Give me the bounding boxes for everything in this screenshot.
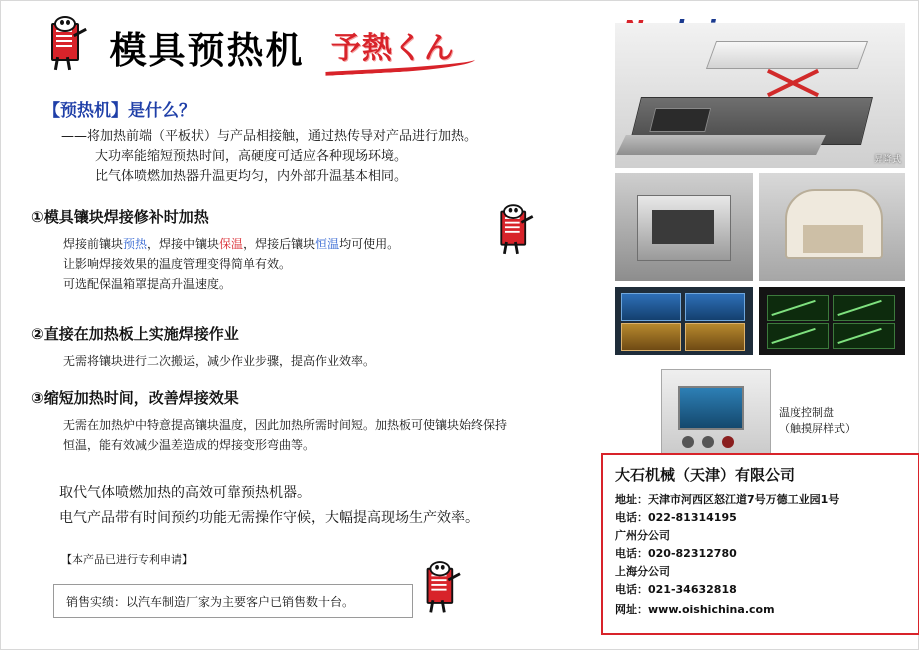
- section-3-body: [63, 415, 591, 455]
- heater-block-detail: [637, 195, 731, 261]
- intro-line-3: 比气体喷燃加热器升温更均匀，内外部升温基本相同。: [95, 169, 408, 184]
- section-2: [31, 323, 591, 371]
- s1-part-0: 焊接前镶块: [63, 237, 124, 251]
- s1-part-3-keepwarm: 保温: [219, 237, 244, 251]
- closing-line-1: 取代气体喷燃加热的高效可靠预热机器。: [59, 485, 311, 501]
- control-screen-4: [685, 323, 745, 351]
- temperature-graph-1: [767, 295, 829, 321]
- closing-line-2: 电气产品带有时间预约功能无需操作守候，大幅提高现场生产效率。: [59, 510, 479, 526]
- contact-address: 地址：天津市河西区怒江道7号万德工业园1号: [615, 493, 840, 506]
- contact-phone-main: 电话：022-81314195: [615, 511, 737, 524]
- insulation-hood-detail: [785, 189, 883, 259]
- s1-part-2: ，焊接中镶块: [147, 237, 220, 251]
- page-title: 模具预热机: [109, 29, 305, 72]
- japanese-product-logo: [331, 23, 455, 67]
- heater-mascot-icon: [43, 19, 89, 75]
- insulation-hood-photo: [759, 173, 905, 281]
- control-panel-knobs: [682, 436, 694, 448]
- temperature-graph-3: [767, 323, 829, 349]
- section-2-line-1: 无需将镶块进行二次搬运，减少作业步骤，提高作业效率。: [63, 354, 376, 368]
- heater-mascot-icon-small: [493, 207, 535, 259]
- closing-statement: [59, 481, 579, 531]
- machine-ramp: [616, 135, 826, 155]
- control-screens-photo: [615, 287, 753, 355]
- section-1-line-3: 可选配保温箱罩提高升温速度。: [63, 277, 232, 291]
- intro-heading: 【预热机】是什么？: [43, 101, 196, 121]
- control-panel-caption-line-2: （触摸屏样式）: [779, 422, 856, 435]
- patent-note: 【本产品已进行专利申请】: [61, 553, 193, 566]
- s1-part-5-constanttemp: 恒温: [315, 237, 340, 251]
- control-screen-3: [621, 323, 681, 351]
- section-3-line-1: 无需在加热炉中特意提高镶块温度，因此加热所需时间短。加热板可使镶块始终保持: [63, 418, 508, 432]
- control-panel-photo: [661, 369, 771, 461]
- contact-branch-shanghai: 上海分公司: [615, 565, 670, 578]
- s1-part-4: ，焊接后镶块: [243, 237, 316, 251]
- control-screen-1: [621, 293, 681, 321]
- control-panel-caption-line-1: 温度控制盘: [779, 406, 834, 419]
- section-3-line-2: 恒温，能有效减少温差造成的焊接变形弯曲等。: [63, 438, 316, 452]
- heater-mascot-icon-sales: [419, 564, 463, 617]
- japanese-product-logo-text: 予熱くん: [330, 31, 455, 66]
- document-header: [43, 19, 583, 91]
- s1-part-6: 均可使用。: [339, 237, 400, 251]
- intro-line-1: ——将加热前端（平板状）与产品相接触，通过热传导对产品进行加热。: [61, 129, 478, 144]
- section-2-title: ②直接在加热板上实施焊接作业: [31, 325, 239, 343]
- main-photo-caption: 昇降式: [873, 155, 901, 165]
- section-1-line-2: 让影响焊接效果的温度管理变得简单有效。: [63, 257, 292, 271]
- temperature-graph-2: [833, 295, 895, 321]
- temperature-graph-4: [833, 323, 895, 349]
- control-panel-caption: [779, 405, 856, 437]
- sales-record-box: [53, 584, 413, 618]
- contact-branch-guangzhou: 广州分公司: [615, 529, 670, 542]
- machine-table-top: [706, 41, 868, 69]
- main-machine-photo: [615, 23, 905, 168]
- section-3-title: ③缩短加热时间，改善焊接效果: [31, 389, 239, 407]
- contact-phone-guangzhou: 电话：020-82312780: [615, 547, 737, 560]
- contact-phone-shanghai: 电话：021-34632818: [615, 583, 737, 596]
- section-3: [31, 387, 591, 455]
- right-photo-column: [601, 1, 919, 651]
- left-content-column: [1, 1, 601, 651]
- section-1-title: ①模具镶块焊接修补时加热: [31, 208, 209, 226]
- intro-line-2: 大功率能缩短预热时间，高硬度可适应各种现场环境。: [95, 149, 408, 164]
- contact-info-box: [601, 453, 919, 635]
- control-screen-2: [685, 293, 745, 321]
- intro-paragraph: [61, 127, 581, 187]
- heater-block-photo: [615, 173, 753, 281]
- control-panel-display: [678, 386, 744, 430]
- contact-website[interactable]: 网址：www.oishichina.com: [615, 603, 775, 616]
- s1-part-1-preheat: 预热: [123, 237, 148, 251]
- section-2-body: [63, 351, 591, 371]
- sales-record-text: 销售实绩：以汽车制造厂家为主要客户已销售数十台。: [66, 595, 355, 609]
- temperature-graphs-photo: [759, 287, 905, 355]
- scissor-lift-mechanism: [765, 67, 817, 101]
- contact-details: [615, 491, 915, 599]
- contact-company-name: 大石机械（天津）有限公司: [615, 466, 796, 484]
